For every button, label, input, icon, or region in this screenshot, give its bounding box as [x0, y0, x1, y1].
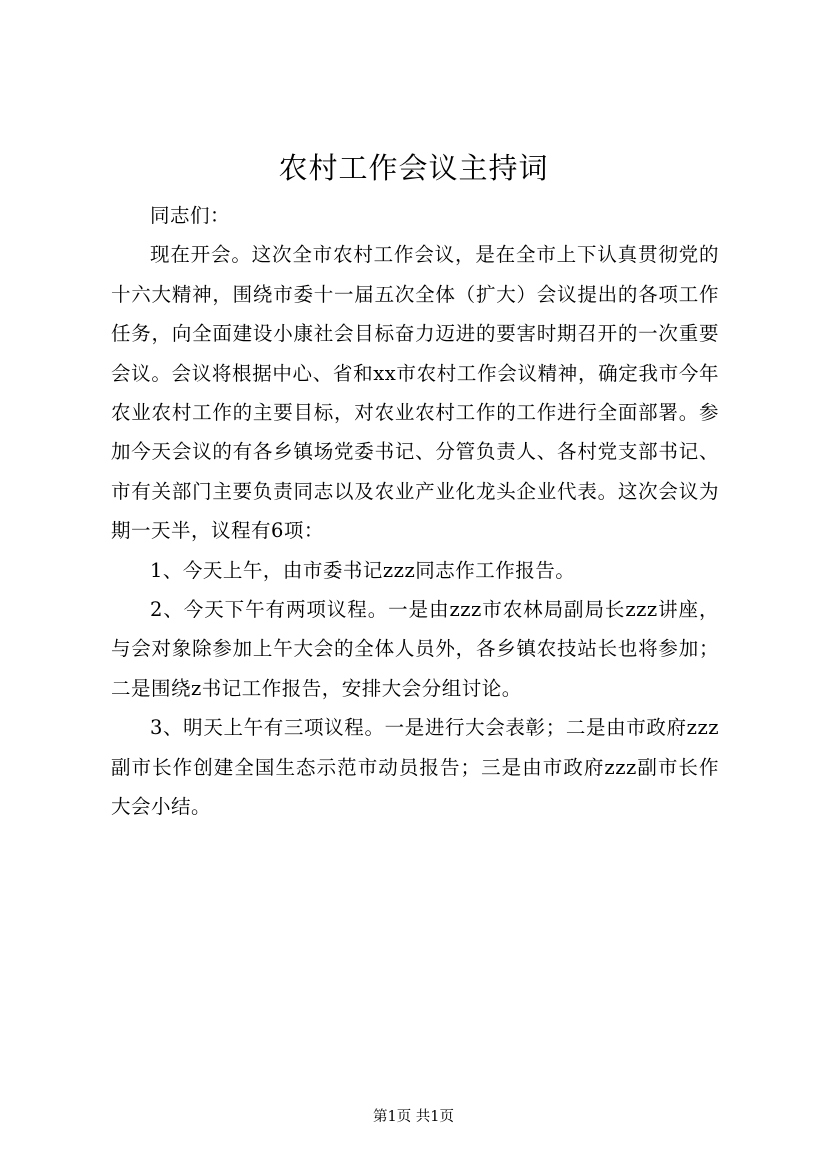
page-footer: 第1页 共1页 [372, 1109, 455, 1125]
agenda-item-1: 1、今天上午，由市委书记zzz同志作工作报告。 [150, 558, 576, 582]
agenda-item-2: 2、今天下午有两项议程。一是由zzz市农林局副局长zzz讲座，与会对象除参加上午大会的全体人员外，各乡镇农技站长也将参加；二是围绕z书记工作报告，安排大会分组讨论。 [111, 598, 719, 700]
salutation: 同志们： [150, 204, 231, 227]
document-title: 农村工作会议主持词 [278, 151, 549, 185]
document-body [111, 196, 719, 827]
opening-paragraph: 现在开会。这次全市农村工作会议，是在全市上下认真贯彻党的十六大精神，围绕市委十一届五次全体（扩大）会议提出的各项工作任务，向全面建设小康社会目标奋力迈进的要害时期召开的一次重要会议。会议将根据中心、省和xx市农村工作会议精神，确定我市今年农业农村工作的主要目标，对农业农村工作的工作进行全面部署。参加今天会议的有各乡镇场党委书记、分管负责人、各村党支部书记、市有关部门主要负责同志以及农业产业化龙头企业代表。这次会议为期一天半，议程有6项： [111, 243, 719, 543]
agenda-item-3: 3、明天上午有三项议程。一是进行大会表彰；二是由市政府zzz副市长作创建全国生态示范市动员报告；三是由市政府zzz副市长作大会小结。 [111, 716, 719, 819]
